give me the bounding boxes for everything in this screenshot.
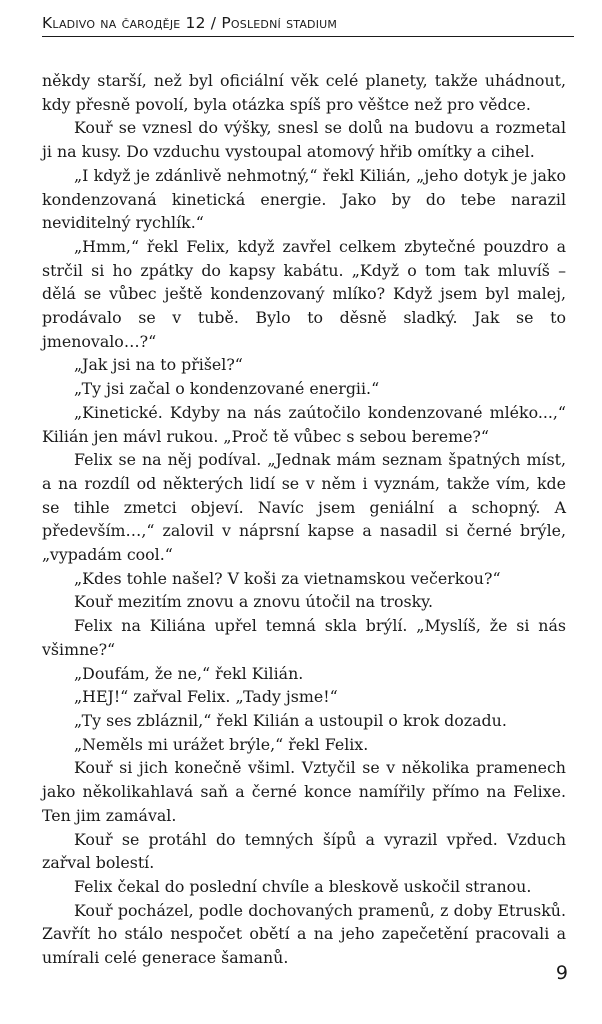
paragraph-15: „Neměls mi urážet brýle,“ řekl Felix.: [74, 734, 369, 754]
paragraph-5: „Jak jsi na to přišel?“: [74, 355, 243, 375]
paragraph-13: „HEJ!“ zařval Felix. „Tady jsme!“: [74, 687, 338, 707]
paragraph-3: „I když je zdánlivě nehmotný,“ řekl Kilián, „jeho dotyk je jako kondenzovaná kinetická energie. Jako by do tebe narazil neviditelný rychlík.“: [42, 165, 566, 233]
paragraph-10: Kouř mezitím znovu a znovu útočil na trosky.: [74, 592, 433, 612]
paragraph-17: Kouř se protáhl do temných šípů a vyrazil vpřed. Vzduch zařval bolestí.: [42, 829, 566, 873]
paragraph-2: Kouř se vznesl do výšky, snesl se dolů na budovu a rozmetal ji na kusy. Do vzduchu vystoupal atomový hřib omítky a cihel.: [42, 118, 566, 162]
running-header: [42, 12, 574, 37]
paragraph-12: „Doufám, že ne,“ řekl Kilián.: [74, 663, 304, 683]
paragraph-19: Kouř pocházel, podle dochovaných pramenů, z doby Etrusků. Zavřít ho stálo nespočet obětí a na jeho zapečetění pracovali a umírali celé generace šamanů.: [42, 900, 566, 968]
paragraph-6: „Ty jsi začal o kondenzované energii.“: [74, 379, 380, 399]
paragraph-16: Kouř si jich konečně všiml. Vztyčil se v několika pramenech jako několikahlavá saň a černé konce namířily přímo na Felixe. Ten jim zamával.: [42, 758, 566, 825]
paragraph-18: Felix čekal do poslední chvíle a bleskově uskočil stranou.: [74, 876, 532, 896]
paragraph-1: někdy starší, než byl oficiální věk celé planety, takže uhádnout, kdy přesně povolí, byla otázka spíš pro věštce než pro vědce.: [42, 71, 566, 114]
page-number: 9: [555, 962, 568, 984]
paragraph-7: „Kinetické. Kdyby na nás zaútočilo kondenzované mléko...,“ Kilián jen mávl rukou. „Proč tě vůbec s sebou bereme?“: [42, 402, 566, 446]
paragraph-4: „Hmm,“ řekl Felix, když zavřel celkem zbytečné pouzdro a strčil si ho zpátky do kapsy kabátu. „Když o tom tak mluvíš – dělá se vůbec ještě kondenzovaný mlíko? Když jsem byl malej, prodávalo se v tubě. Bylo to děsně sladký. Jak se to jmenovalo…?“: [42, 236, 566, 351]
paragraph-8: Felix se na něj podíval. „Jednak mám seznam špatných míst, a na rozdíl od některých lidí se v něm i vyznám, takže vím, kde se tihle zmetci objeví. Navíc jsem geniální a schopný. A především…,“ zalovil v náprsní kapse a nasadil si černé brýle, „vypadám cool.“: [42, 450, 566, 565]
paragraph-14: „Ty ses zbláznil,“ řekl Kilián a ustoupil o krok dozadu.: [74, 710, 507, 730]
running-title: Kladivo na čaroдěje 12 / Poslední stadium: [42, 14, 338, 32]
paragraph-9: „Kdes tohle našel? V koši za vietnamskou večerkou?“: [74, 568, 501, 588]
paragraph-11: Felix na Kiliána upřel temná skla brýlí. „Myslíš, že si nás všimne?“: [42, 616, 566, 659]
page-body: [42, 69, 566, 970]
